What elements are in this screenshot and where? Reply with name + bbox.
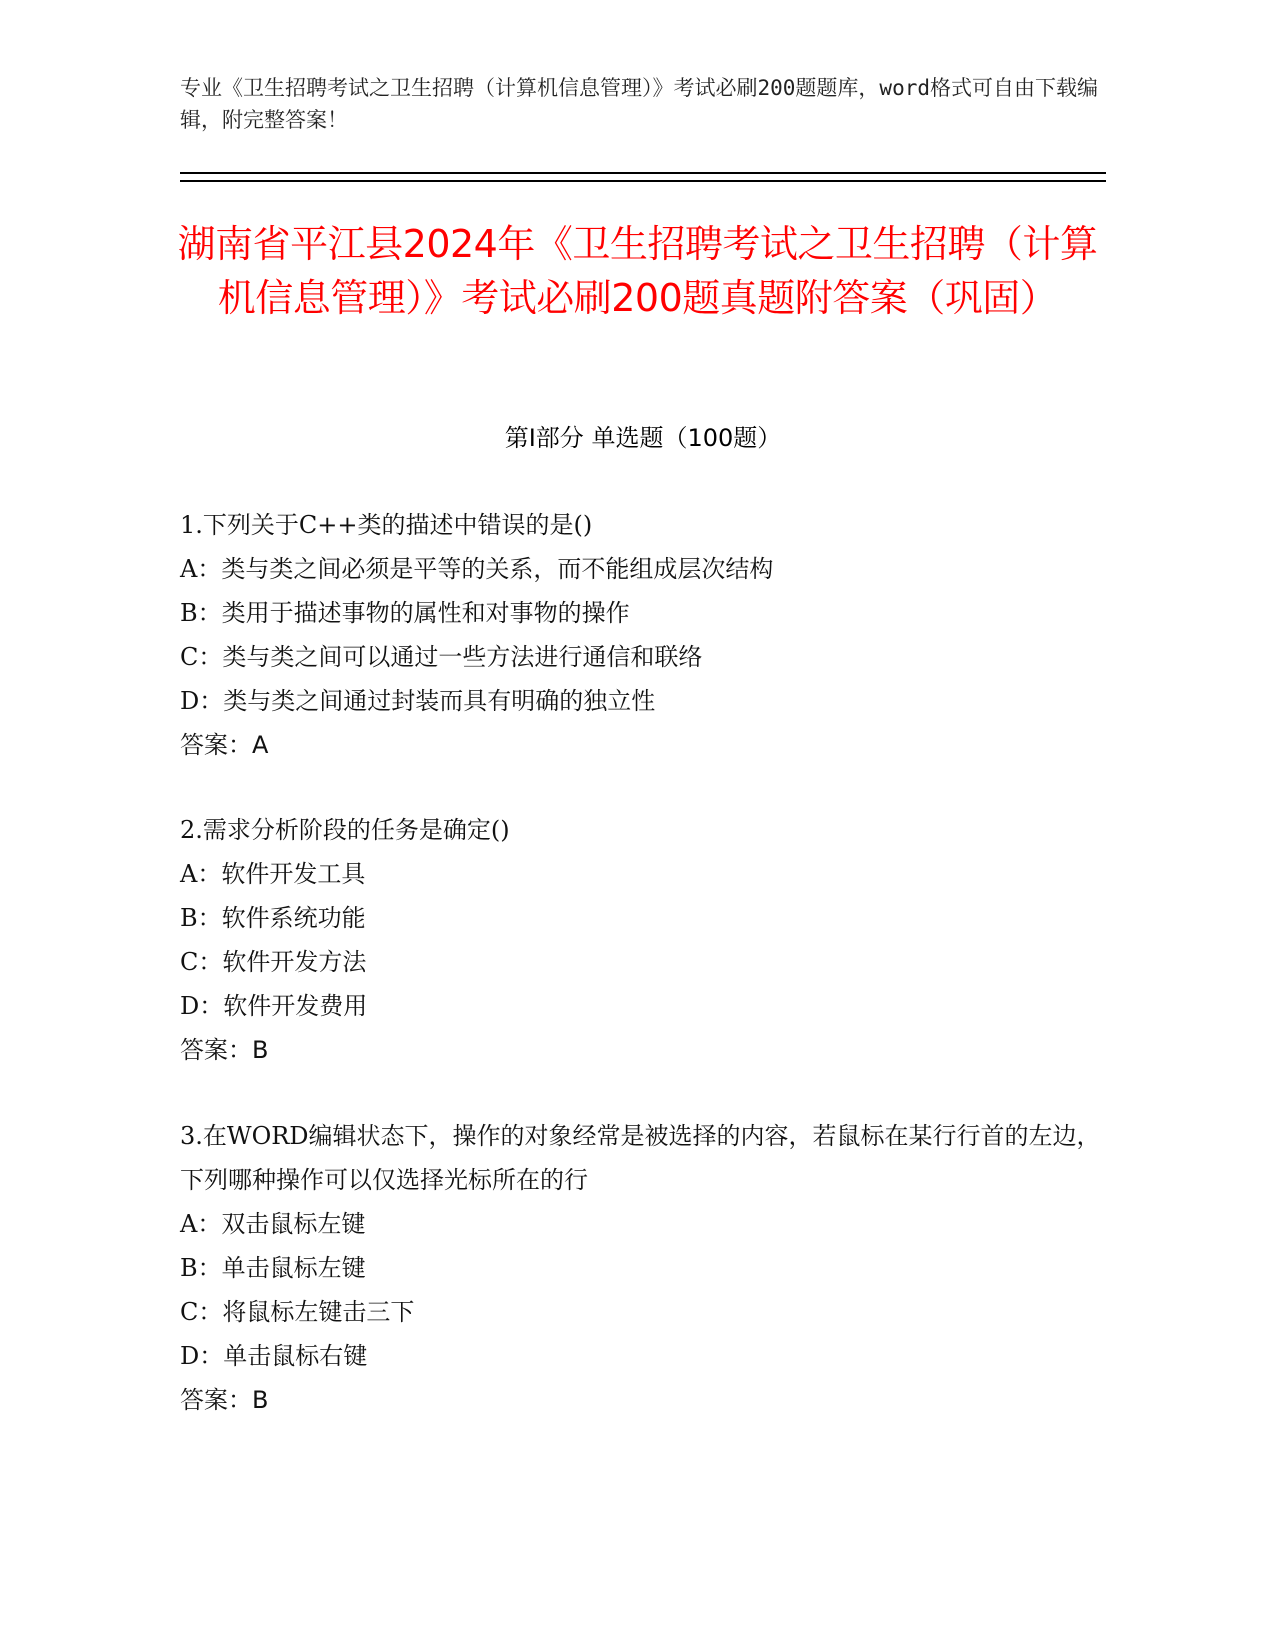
option-b: B：单击鼠标左键 bbox=[180, 1254, 366, 1282]
answer-line: 答案：B bbox=[180, 1386, 269, 1414]
option-b: B：类用于描述事物的属性和对事物的操作 bbox=[180, 599, 630, 627]
question-stem: 1.下列关于C++类的描述中错误的是() bbox=[180, 511, 593, 539]
option-d: D：类与类之间通过封装而具有明确的独立性 bbox=[180, 687, 656, 715]
section-heading: 第Ⅰ部分 单选题（100题） bbox=[504, 424, 782, 452]
header-divider-top bbox=[180, 172, 1106, 174]
header-divider-bottom bbox=[180, 180, 1106, 182]
option-c: C：将鼠标左键击三下 bbox=[180, 1298, 415, 1326]
option-d: D：软件开发费用 bbox=[180, 992, 368, 1020]
document-title: 湖南省平江县2024年《卫生招聘考试之卫生招聘（计算机信息管理）》考试必刷200题真题附答案（巩固） bbox=[177, 222, 1098, 320]
option-b: B：软件系统功能 bbox=[180, 904, 366, 932]
option-a: A：软件开发工具 bbox=[180, 860, 366, 888]
question-stem: 2.需求分析阶段的任务是确定() bbox=[180, 816, 510, 844]
answer-line: 答案：B bbox=[180, 1036, 269, 1064]
answer-line: 答案：A bbox=[180, 731, 269, 759]
option-d: D：单击鼠标右键 bbox=[180, 1342, 368, 1370]
option-a: A：双击鼠标左键 bbox=[180, 1210, 366, 1238]
option-c: C：类与类之间可以通过一些方法进行通信和联络 bbox=[180, 643, 703, 671]
option-c: C：软件开发方法 bbox=[180, 948, 367, 976]
question-block bbox=[180, 808, 1106, 1072]
question-stem: 3.在WORD编辑状态下，操作的对象经常是被选择的内容，若鼠标在某行行首的左边，下列哪种操作可以仅选择光标所在的行 bbox=[180, 1122, 1101, 1194]
option-a: A：类与类之间必须是平等的关系，而不能组成层次结构 bbox=[180, 555, 774, 583]
header-note: 专业《卫生招聘考试之卫生招聘（计算机信息管理）》考试必刷200题题库，word格式可自由下载编辑，附完整答案！ bbox=[180, 76, 1098, 132]
question-block bbox=[180, 1114, 1106, 1422]
question-block bbox=[180, 503, 1106, 767]
